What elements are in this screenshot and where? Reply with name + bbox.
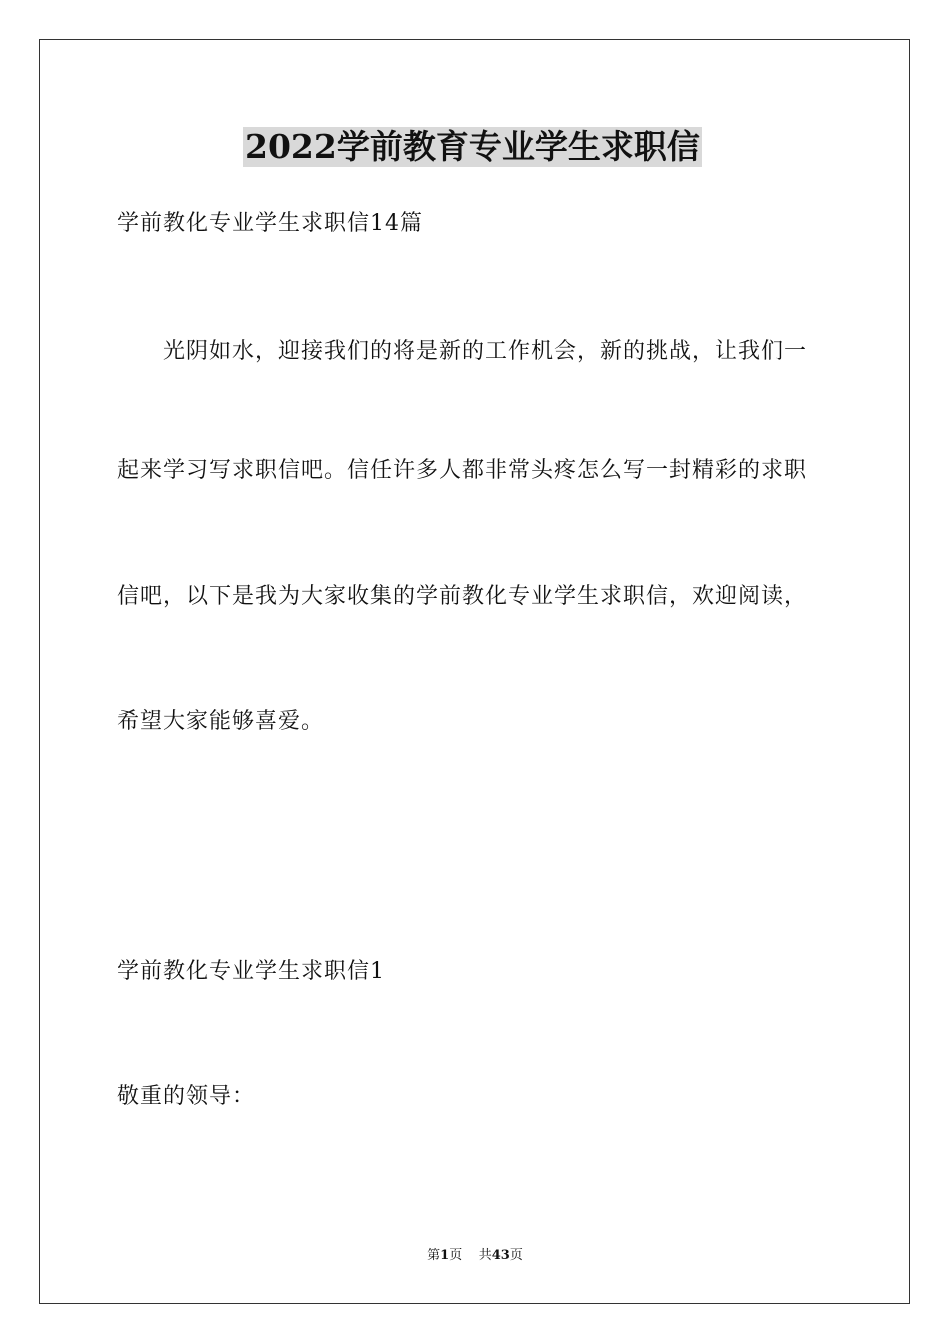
footer-total-suffix: 页 bbox=[509, 1248, 523, 1263]
footer-page-suffix: 页 bbox=[449, 1248, 463, 1263]
footer-page-number: 1 bbox=[440, 1248, 450, 1263]
footer-total-pages: 43 bbox=[491, 1248, 510, 1263]
page-footer bbox=[0, 1247, 950, 1265]
paragraph-line-2: 起来学习写求职信吧。信任许多人都非常头疼怎么写一封精彩的求职 bbox=[117, 458, 808, 483]
paragraph-line-3: 信吧，以下是我为大家收集的学前教化专业学生求职信，欢迎阅读， bbox=[117, 584, 808, 609]
paragraph-line-4: 希望大家能够喜爱。 bbox=[117, 709, 325, 734]
document-subtitle: 学前教化专业学生求职信14篇 bbox=[117, 211, 423, 236]
section-heading: 学前教化专业学生求职信1 bbox=[117, 959, 385, 984]
paragraph-line-1: 光阴如水，迎接我们的将是新的工作机会，新的挑战，让我们一 bbox=[163, 339, 808, 364]
footer-total-prefix: 共 bbox=[478, 1248, 492, 1263]
footer-page-prefix: 第 bbox=[427, 1248, 441, 1263]
salutation: 敬重的领导： bbox=[117, 1084, 256, 1109]
document-title: 2022学前教育专业学生求职信 bbox=[245, 127, 700, 166]
